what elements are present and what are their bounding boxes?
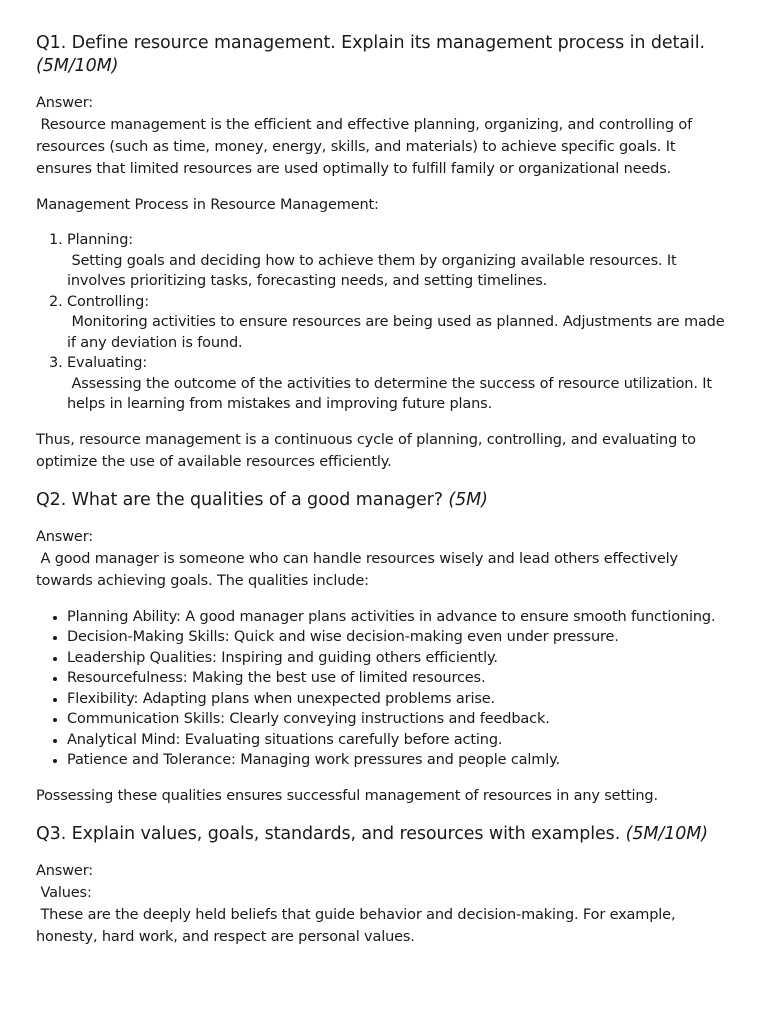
q2-marks: (5M)	[448, 489, 488, 510]
list-item: • Resourcefulness: Making the best use of limited resources.	[67, 668, 732, 689]
q3-heading	[36, 823, 732, 846]
q3-values-text: These are the deeply held beliefs that guide behavior and decision-making. For example, honesty, hard work, and respect are personal values.	[36, 906, 680, 945]
q1-conclusion: Thus, resource management is a continuous cycle of planning, controlling, and evaluating to optimize the use of available resources efficiently.	[36, 431, 696, 470]
list-item	[67, 230, 732, 292]
q1-answer-text: Resource management is the efficient and effective planning, organizing, and controlling of resources (such as time, money, energy, skills, and materials) to achieve specific goals. It ensures that limited resources are used optimally to fulfill family or organizational needs.	[36, 117, 697, 177]
list-item: • Decision-Making Skills: Quick and wise decision-making even under pressure.	[67, 627, 732, 648]
q3-answer-label: Answer:	[36, 862, 93, 879]
list-item: • Flexibility: Adapting plans when unexpected problems arise.	[67, 689, 732, 710]
list-item	[67, 353, 732, 415]
list-item	[67, 292, 732, 354]
step-description: Assessing the outcome of the activities to determine the success of resource utilization. It helps in learning from mistakes and improving future plans.	[67, 375, 717, 412]
list-item: • Communication Skills: Clearly conveying instructions and feedback.	[67, 709, 732, 730]
step-title: Evaluating:	[67, 355, 148, 371]
q3-answer	[36, 860, 732, 948]
q2-answer-text: A good manager is someone who can handle resources wisely and lead others effectively towards achieving goals. The qualities include:	[36, 550, 683, 589]
list-item: • Patience and Tolerance: Managing work pressures and people calmly.	[67, 750, 732, 771]
q1-marks: (5M/10M)	[36, 56, 119, 76]
step-description: Setting goals and deciding how to achieve them by organizing available resources. It involves prioritizing tasks, forecasting needs, and setting timelines.	[67, 252, 682, 289]
q3-marks: (5M/10M)	[625, 823, 708, 844]
list-item: • Analytical Mind: Evaluating situations carefully before acting.	[67, 730, 732, 751]
q3-question: Q3. Explain values, goals, standards, and resources with examples.	[36, 823, 621, 844]
q2-qualities-list	[36, 607, 732, 771]
q2-answer	[36, 526, 732, 592]
q1-heading	[36, 32, 732, 78]
q2-answer-label: Answer:	[36, 528, 93, 545]
q1-steps-list	[36, 230, 732, 415]
step-title: Planning:	[67, 232, 133, 248]
q1-answer-label: Answer:	[36, 95, 93, 111]
q3-values-label: Values:	[36, 884, 92, 901]
q2-heading	[36, 489, 732, 512]
q2-conclusion: Possessing these qualities ensures successful management of resources in any setting.	[36, 787, 658, 804]
q1-process-title: Management Process in Resource Management:	[36, 197, 379, 213]
q1-question: Q1. Define resource management. Explain its management process in detail.	[36, 33, 705, 53]
list-item: • Planning Ability: A good manager plans activities in advance to ensure smooth functioning.	[67, 607, 732, 628]
q2-question: Q2. What are the qualities of a good manager?	[36, 489, 443, 510]
q1-answer	[36, 92, 732, 180]
list-item: • Leadership Qualities: Inspiring and guiding others efficiently.	[67, 648, 732, 669]
step-title: Controlling:	[67, 293, 149, 310]
step-description: Monitoring activities to ensure resources are being used as planned. Adjustments are made if any deviation is found.	[67, 314, 729, 351]
